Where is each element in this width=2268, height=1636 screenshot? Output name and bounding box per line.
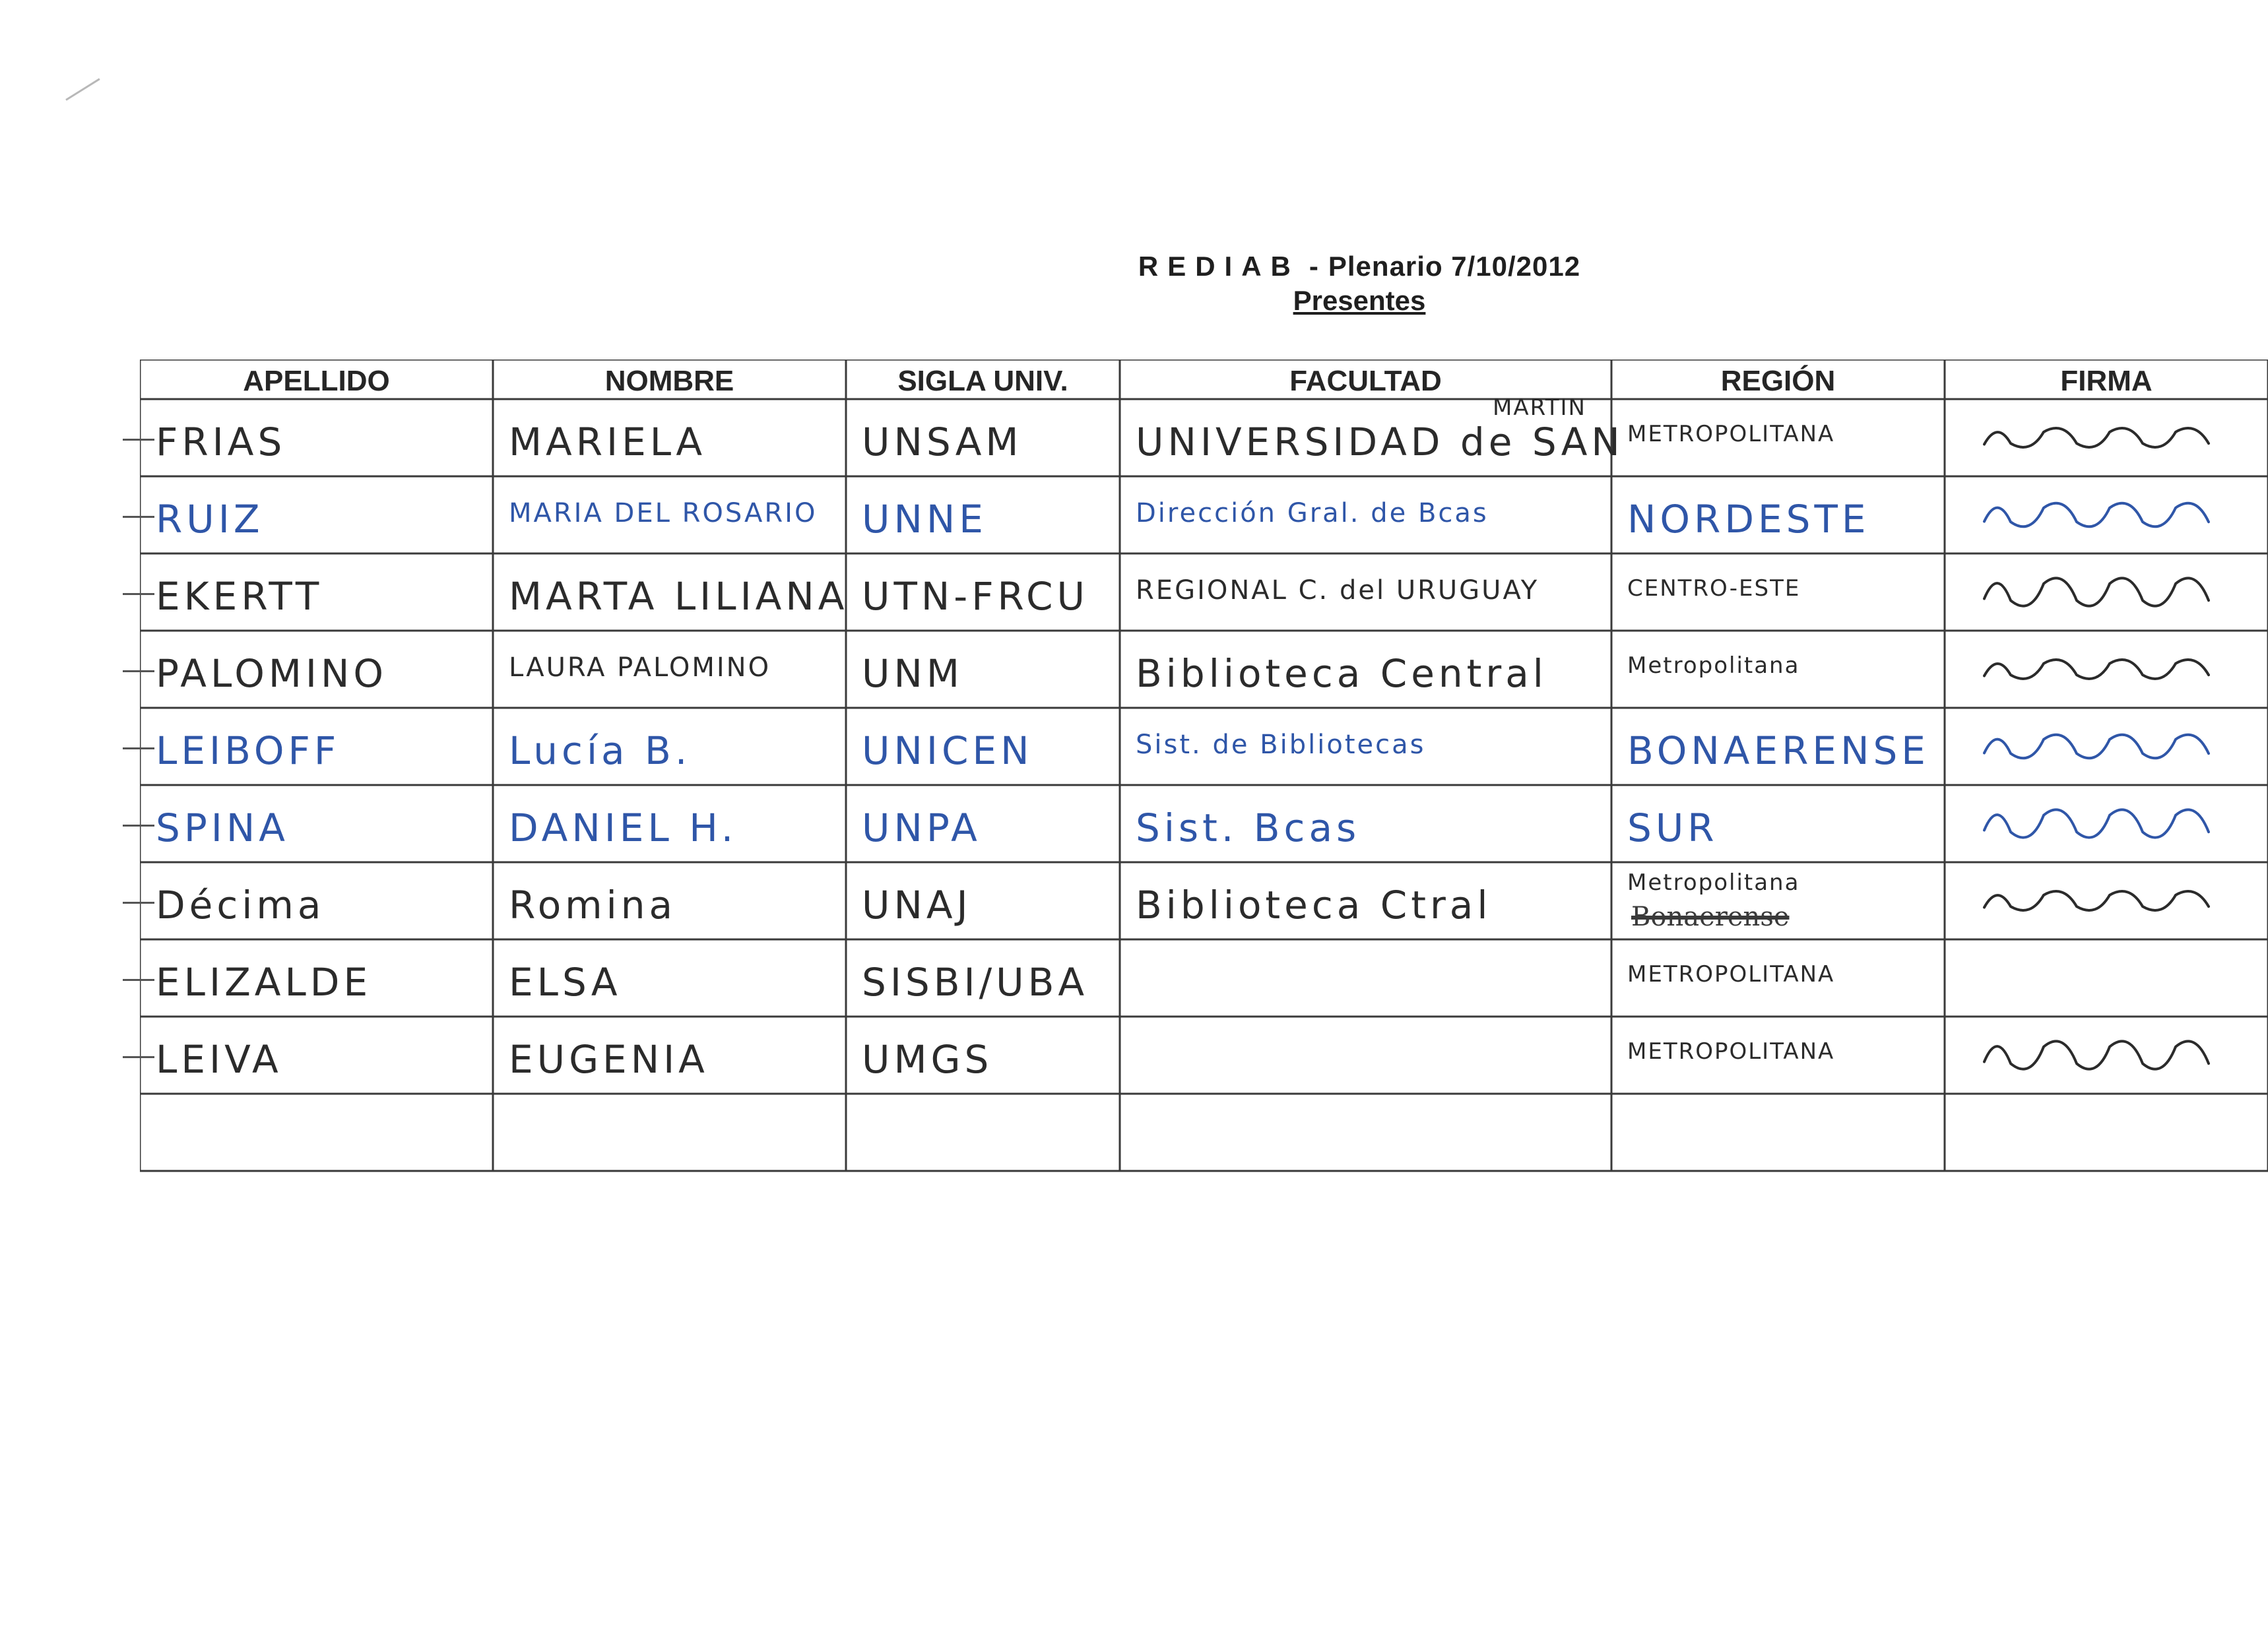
cell-facultad: UNIVERSIDAD de SAN xyxy=(1136,420,1624,464)
cell-nombre: MARIELA xyxy=(509,420,707,464)
cell-facultad: Biblioteca Ctral xyxy=(1136,883,1492,928)
document-subtitle: Presentes xyxy=(1293,285,1426,316)
cell-sigla: UNM xyxy=(862,651,963,696)
header-apellido: APELLIDO xyxy=(243,365,390,397)
cell-region: BONAERENSE xyxy=(1627,728,1929,773)
cell-sigla: UNNE xyxy=(862,497,987,542)
header-nombre: NOMBRE xyxy=(604,365,734,397)
row-checkmark xyxy=(123,593,154,595)
document-title: REDIAB - Plenario 7/10/2012 xyxy=(1138,251,1581,282)
cell-facultad: Sist. de Bibliotecas xyxy=(1136,730,1426,760)
row-checkmark xyxy=(123,747,154,749)
cell-facultad-addendum: MARTIN xyxy=(1493,394,1586,421)
cell-sigla: UNAJ xyxy=(862,883,972,928)
row-checkmark xyxy=(123,439,154,441)
cell-apellido: SPINA xyxy=(156,805,289,850)
header-region: REGIÓN xyxy=(1720,365,1836,397)
cell-apellido: EKERTT xyxy=(156,574,323,619)
cell-apellido: PALOMINO xyxy=(156,651,388,696)
document-header xyxy=(990,251,1729,317)
table-grid xyxy=(140,360,2268,1174)
cell-region: Metropolitana xyxy=(1627,869,1800,896)
cell-sigla: UMGS xyxy=(862,1037,993,1082)
cell-region: METROPOLITANA xyxy=(1627,421,1835,447)
cell-nombre: Romina xyxy=(509,883,677,928)
row-checkmark xyxy=(123,825,154,827)
cell-apellido: LEIVA xyxy=(156,1037,282,1082)
cell-apellido: LEIBOFF xyxy=(156,728,340,773)
cell-nombre: MARIA DEL ROSARIO xyxy=(509,498,818,528)
cell-facultad: Sist. Bcas xyxy=(1136,805,1361,850)
cell-facultad: Biblioteca Central xyxy=(1136,651,1547,696)
cell-region: SUR xyxy=(1627,805,1718,850)
header-sigla: SIGLA UNIV. xyxy=(897,365,1068,397)
cell-sigla: SISBI/UBA xyxy=(862,960,1089,1005)
cell-sigla: UNICEN xyxy=(862,728,1033,773)
title-event: Plenario 7/10/2012 xyxy=(1328,251,1581,282)
cell-nombre: EUGENIA xyxy=(509,1037,709,1082)
cell-nombre: ELSA xyxy=(509,960,622,1005)
header-facultad: FACULTAD xyxy=(1289,365,1442,397)
row-checkmark xyxy=(123,670,154,672)
cell-region: METROPOLITANA xyxy=(1627,961,1835,988)
cell-nombre: DANIEL H. xyxy=(509,805,738,850)
cell-region: CENTRO-ESTE xyxy=(1627,575,1801,602)
cell-region: METROPOLITANA xyxy=(1627,1038,1835,1065)
cell-region-struck: Bonaerense xyxy=(1631,902,1790,932)
cell-sigla: UNSAM xyxy=(862,420,1023,464)
row-checkmark xyxy=(123,516,154,518)
row-checkmark xyxy=(123,1056,154,1058)
cell-apellido: FRIAS xyxy=(156,420,286,464)
cell-apellido: Décima xyxy=(156,883,325,928)
cell-region: Metropolitana xyxy=(1627,652,1800,679)
cell-facultad: Dirección Gral. de Bcas xyxy=(1136,498,1489,528)
cell-region: NORDESTE xyxy=(1627,497,1870,542)
cell-facultad: REGIONAL C. del URUGUAY xyxy=(1136,575,1539,606)
cell-apellido: ELIZALDE xyxy=(156,960,372,1005)
stray-pen-mark xyxy=(65,78,100,100)
row-checkmark xyxy=(123,979,154,981)
attendance-table xyxy=(140,360,2268,1174)
cell-nombre: Lucía B. xyxy=(509,728,692,773)
header-firma: FIRMA xyxy=(2060,365,2153,397)
cell-sigla: UTN-FRCU xyxy=(862,574,1089,619)
cell-nombre: LAURA PALOMINO xyxy=(509,652,771,683)
row-checkmark xyxy=(123,902,154,904)
cell-nombre: MARTA LILIANA xyxy=(509,574,849,619)
title-code: REDIAB xyxy=(1138,251,1300,282)
cell-apellido: RUIZ xyxy=(156,497,264,542)
cell-sigla: UNPA xyxy=(862,805,981,850)
